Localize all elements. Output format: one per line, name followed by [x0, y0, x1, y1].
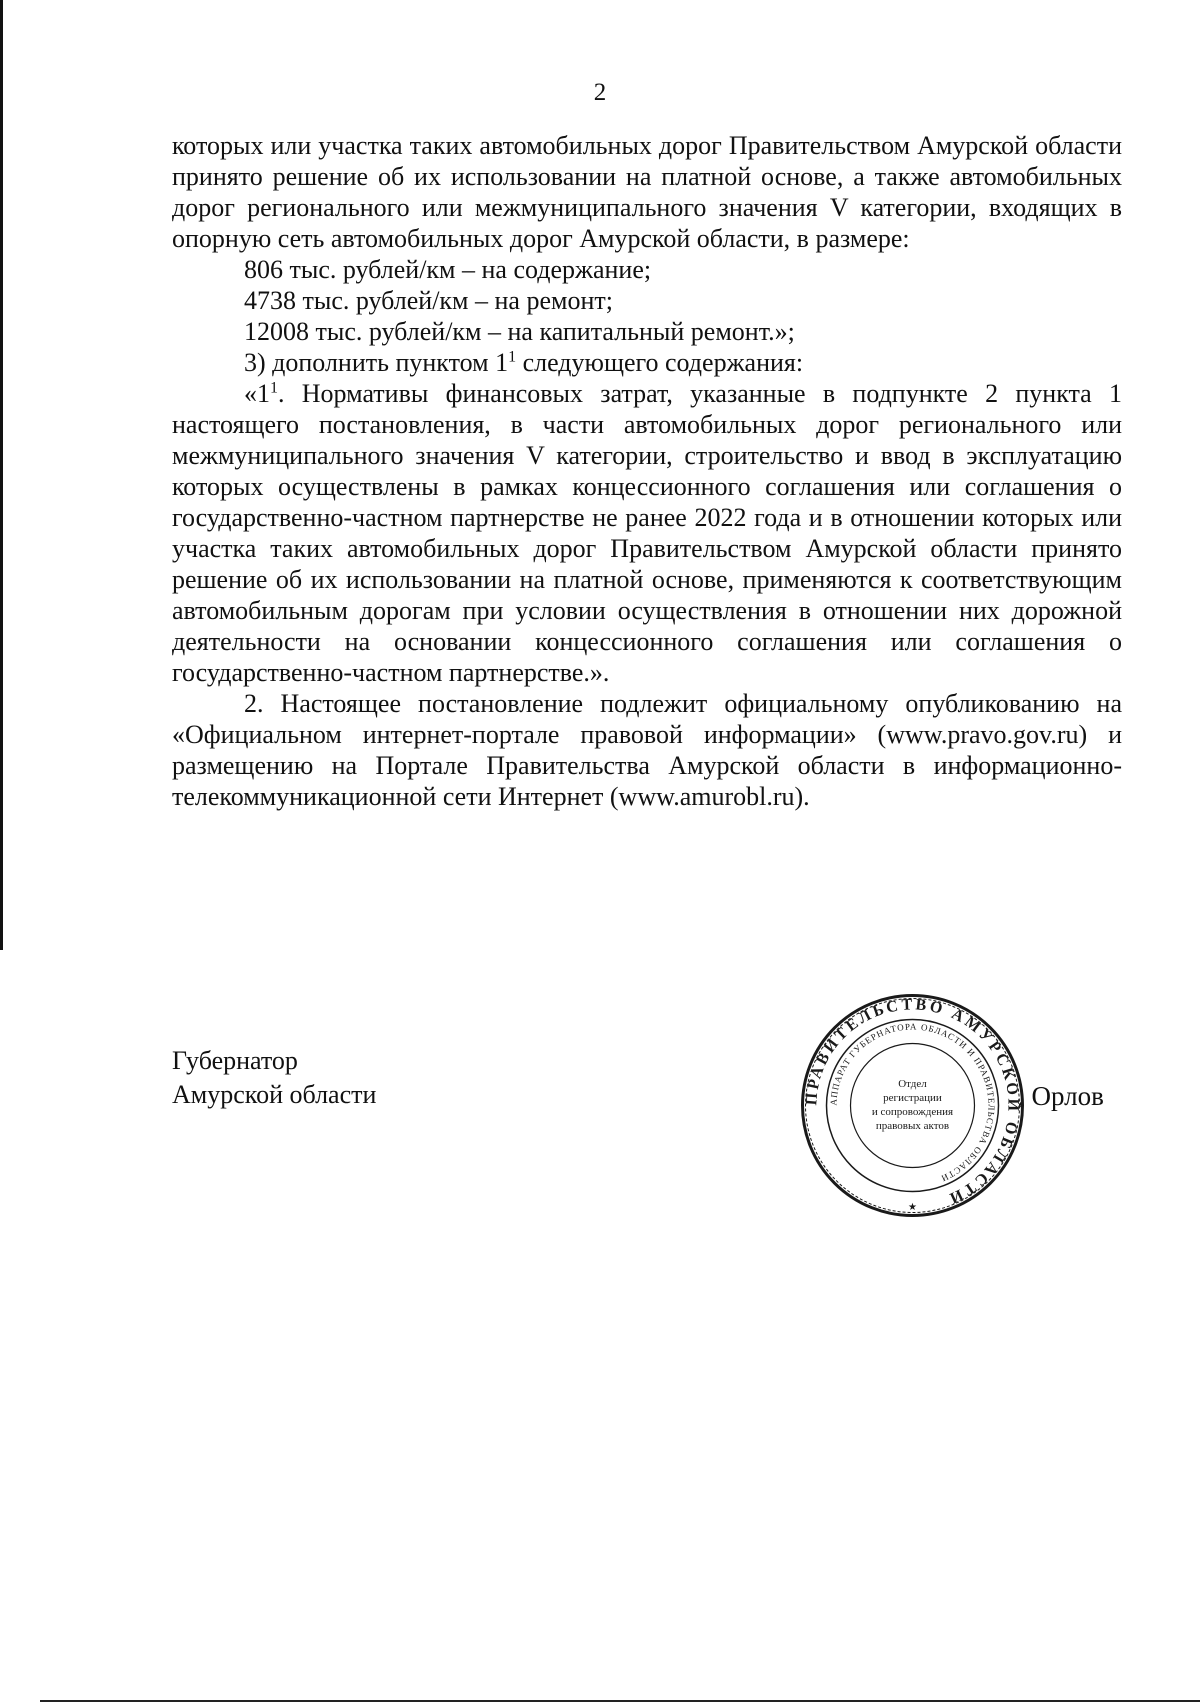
- seal-center-line2: регистрации: [883, 1092, 942, 1104]
- seal-inner-textpath: АППАРАТ ГУБЕРНАТОРА ОБЛАСТИ И ПРАВИТЕЛЬСТВА ОБЛАСТИ: [828, 1021, 997, 1184]
- seal-center-line4: правовых актов: [875, 1120, 950, 1132]
- signatory-title-line2: Амурской области: [172, 1080, 377, 1109]
- signatory-title-line1: Губернатор: [172, 1046, 298, 1075]
- seal-outer-textpath: ПРАВИТЕЛЬСТВО АМУРСКОЙ ОБЛАСТИ: [803, 996, 1022, 1208]
- seal-star-icon: ★: [908, 1202, 917, 1213]
- item-3: [172, 347, 1122, 378]
- scan-left-edge: [0, 0, 3, 950]
- scan-bottom-edge: [40, 1700, 1200, 1702]
- new-point-text: Нормативы финансовых затрат, указанные в подпункте 2 пункта 1 настоящего постановления, в части автомобильных дорог регионального или межмуниципального значения V категории, строительство и ввод в эксплуатацию которых осуществлены в рамках концессионного соглашения или соглашения о государственно-частном партнерстве не ранее 2022 года и в отношении которых или участка таких автомобильных дорог Правительством Амурской области принято решение об их использовании на платной основе, применяются к соответствующим автомобильным дорогам при условии осуществления в отношении них дорожной деятельности на основании концессионного соглашения или соглашения о государственно-частном партнерстве.».: [172, 379, 1122, 687]
- rate-maintenance: 806 тыс. рублей/км – на содержание;: [244, 255, 652, 284]
- quote-sup: 1: [270, 379, 278, 397]
- item-3-sup: 1: [508, 348, 517, 366]
- paragraph-continuation: которых или участка таких автомобильных дорог Правительством Амурской области принято решение об их использовании на платной основе, а также автомобильных дорог регионального или межмуниципального значения V категории, входящих в опорную сеть автомобильных дорог Амурской области, в размере:: [172, 131, 1122, 253]
- rate-repair: 4738 тыс. рублей/км – на ремонт;: [244, 286, 613, 315]
- signatory-name: . Орлов: [1018, 1081, 1104, 1111]
- document-body: [172, 130, 1122, 812]
- rate-capital-repair: 12008 тыс. рублей/км – на капитальный ремонт.»;: [244, 317, 795, 346]
- quote-open: «1: [244, 379, 270, 408]
- new-point-1-1: [172, 378, 1122, 688]
- page-number: 2: [593, 79, 607, 106]
- quote-dot: .: [278, 379, 302, 408]
- item-3-suffix: следующего содержания:: [516, 348, 804, 377]
- item-3-prefix: 3) дополнить пунктом 1: [244, 348, 509, 377]
- seal-center-line3: и сопровождения: [871, 1106, 954, 1118]
- seal-center-line1: Отдел: [898, 1078, 927, 1090]
- official-seal-stamp: [800, 993, 1025, 1218]
- paragraph-publication: 2. Настоящее постановление подлежит официальному опубликованию на «Официальном интернет-портале правовой информации» (www.pravo.gov.ru) и размещению на Портале Правительства Амурской области в информационно-телекоммуникационной сети Интернет (www.amurobl.ru).: [172, 689, 1122, 811]
- signatory-title: [172, 1044, 376, 1112]
